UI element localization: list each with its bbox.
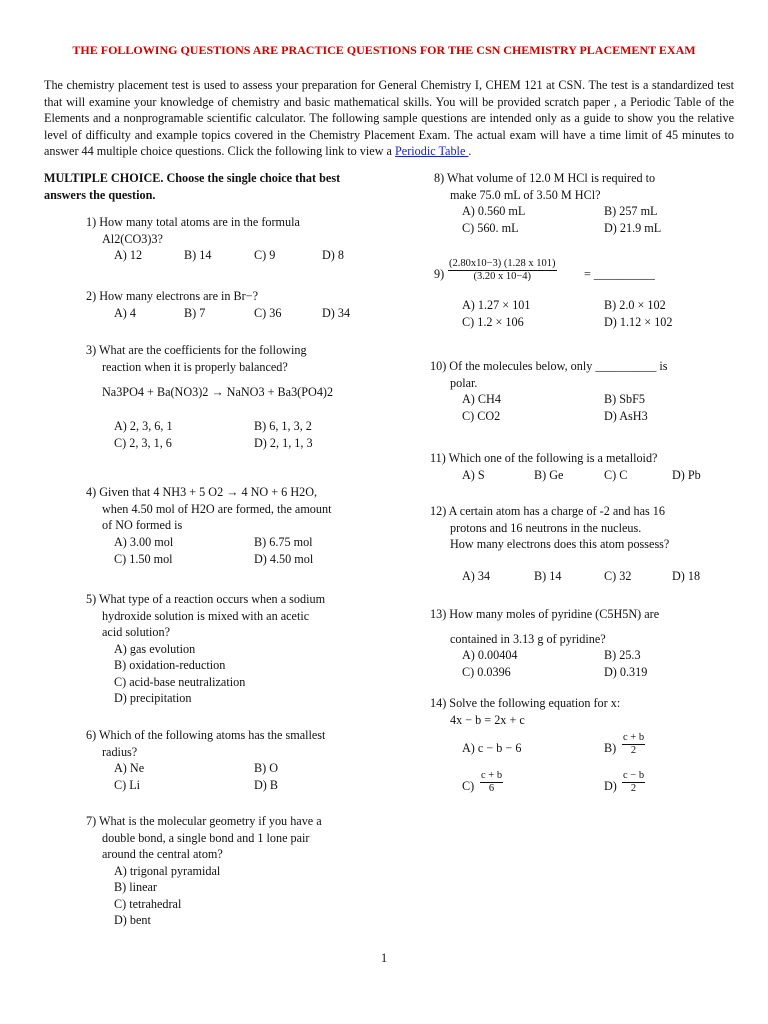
question-14-option-a[interactable]: A) c − b − 6 xyxy=(462,741,522,755)
question-13-option-c[interactable]: C) 0.0396 xyxy=(462,665,511,679)
section-heading-line1: MULTIPLE CHOICE. Choose the single choice that best xyxy=(44,171,341,185)
question-3-options-row1 xyxy=(86,418,386,435)
question-11-option-d[interactable]: D) Pb xyxy=(672,467,701,482)
question-10-options-row2 xyxy=(430,408,734,425)
question-12-options xyxy=(430,568,734,585)
question-12-option-a[interactable]: A) 34 xyxy=(462,568,491,583)
question-12-text: 12) A certain atom has a charge of -2 and has 16 xyxy=(430,504,665,518)
section-heading xyxy=(44,170,374,203)
question-10-option-b[interactable]: B) SbF5 xyxy=(604,392,645,406)
question-12-option-d[interactable]: D) 18 xyxy=(672,568,701,583)
question-8-options-row2 xyxy=(434,220,734,237)
question-2-text: 2) How many electrons are in Br−? xyxy=(86,289,259,303)
question-6-option-b[interactable]: B) O xyxy=(254,761,279,775)
question-7-option-d[interactable]: D) bent xyxy=(114,913,151,927)
question-6-options-row1 xyxy=(86,760,386,777)
question-6-text-2: radius? xyxy=(102,744,138,759)
question-8 xyxy=(434,170,734,237)
question-9-numerator: (2.80x10−3) (1.28 x 101) xyxy=(449,258,556,269)
question-6-text: 6) Which of the following atoms has the smallest xyxy=(86,728,326,742)
question-5 xyxy=(86,591,386,707)
question-14 xyxy=(430,695,734,806)
question-11 xyxy=(430,450,734,484)
question-10-option-c[interactable]: C) CO2 xyxy=(462,409,501,423)
question-9-expression xyxy=(434,256,734,292)
question-10-options-row1 xyxy=(430,391,734,408)
question-14-text: 14) Solve the following equation for x: xyxy=(430,696,621,710)
intro-paragraph xyxy=(44,77,734,160)
question-10-option-d[interactable]: D) AsH3 xyxy=(604,409,648,423)
question-4-option-b[interactable]: B) 6.75 mol xyxy=(254,534,313,549)
question-3-text-2: reaction when it is properly balanced? xyxy=(102,359,288,374)
question-5-option-b[interactable]: B) oxidation-reduction xyxy=(114,658,226,672)
question-7-option-a[interactable]: A) trigonal pyramidal xyxy=(114,863,221,878)
question-14-option-b-label[interactable]: B) xyxy=(604,741,617,755)
question-9-option-b[interactable]: B) 2.0 × 102 xyxy=(604,298,666,312)
question-10-text-2: polar. xyxy=(450,375,478,390)
question-3-equation: Na3PO4 + Ba(NO3)2 → NaNO3 + Ba3(PO4)2 xyxy=(102,385,334,399)
question-14-option-b-denominator: 2 xyxy=(630,745,637,756)
question-4-options-row2 xyxy=(86,551,386,568)
question-10-text: 10) Of the molecules below, only __________ is xyxy=(430,359,668,373)
question-9-options-row1 xyxy=(434,297,734,314)
question-5-option-a[interactable]: A) gas evolution xyxy=(114,641,196,656)
question-1 xyxy=(86,214,386,264)
question-8-text-2: make 75.0 mL of 3.50 M HCl? xyxy=(450,187,601,202)
question-11-option-b[interactable]: B) Ge xyxy=(534,467,564,482)
question-1-text: 1) How many total atoms are in the formula xyxy=(86,215,300,229)
question-9-equals: = __________ xyxy=(584,267,655,281)
question-14-option-c-numerator: c + b xyxy=(481,770,503,781)
question-13-options-row1 xyxy=(430,647,734,664)
question-11-option-a[interactable]: A) S xyxy=(462,467,485,482)
question-14-option-d-fraction xyxy=(622,770,645,795)
question-13-option-d[interactable]: D) 0.319 xyxy=(604,665,648,679)
question-13-option-b[interactable]: B) 25.3 xyxy=(604,648,641,662)
question-13 xyxy=(430,606,734,681)
page-title: THE FOLLOWING QUESTIONS ARE PRACTICE QUESTIONS FOR THE CSN CHEMISTRY PLACEMENT EXAM xyxy=(72,43,696,57)
question-9-option-a[interactable]: A) 1.27 × 101 xyxy=(462,298,531,312)
question-6-options-row2 xyxy=(86,777,386,794)
question-8-option-c[interactable]: C) 560. mL xyxy=(462,221,519,235)
question-8-option-a[interactable]: A) 0.560 mL xyxy=(462,204,526,218)
question-3-option-a[interactable]: A) 2, 3, 6, 1 xyxy=(114,418,173,433)
question-8-text: 8) What volume of 12.0 M HCl is required to xyxy=(434,171,656,185)
question-14-option-b-fraction xyxy=(622,732,645,757)
question-3-option-c[interactable]: C) 2, 3, 1, 6 xyxy=(114,435,172,450)
question-4-option-a[interactable]: A) 3.00 mol xyxy=(114,534,174,549)
question-11-text: 11) Which one of the following is a metalloid? xyxy=(430,451,658,465)
question-11-option-c[interactable]: C) C xyxy=(604,467,628,482)
question-1-formula: Al2(CO3)3? xyxy=(102,231,163,246)
periodic-table-link[interactable]: Periodic Table xyxy=(395,144,469,158)
question-9 xyxy=(434,256,734,331)
question-14-options-row1 xyxy=(430,730,734,768)
question-9-fraction xyxy=(448,258,557,283)
question-10 xyxy=(430,358,734,425)
question-5-option-d[interactable]: D) precipitation xyxy=(114,691,192,705)
question-4-text-2: when 4.50 mol of H2O are formed, the amount xyxy=(102,501,332,516)
question-3-option-d[interactable]: D) 2, 1, 1, 3 xyxy=(254,435,313,450)
intro-text: The chemistry placement test is used to assess your preparation for General Chemistry I, CHEM 121 at CSN. The test is a standardized test that will examine your knowledge of chemistry and basic mathematical skills. You will be provided scratch paper , a Periodic Table of the Elements and a nonprogramable scientific calculator. The following sample questions are intended only as a guide to show you the relative level of difficulty and example topics covered in the Chemistry Placement Exam. The actual exam will have a time limit of 45 minutes to answer 44 multiple choice questions. Click the following link to view a xyxy=(44,78,734,158)
question-12-text-3: How many electrons does this atom possess? xyxy=(450,537,670,551)
question-2-option-b[interactable]: B) 7 xyxy=(184,305,206,320)
question-3 xyxy=(86,342,386,452)
question-1-option-b[interactable]: B) 14 xyxy=(184,248,212,262)
question-14-option-d-numerator: c − b xyxy=(623,770,645,781)
question-1-option-c[interactable]: C) 9 xyxy=(254,248,276,262)
question-6 xyxy=(86,727,386,794)
question-4-options-row1 xyxy=(86,534,386,551)
question-8-option-b[interactable]: B) 257 mL xyxy=(604,204,658,218)
page-number: 1 xyxy=(380,951,388,965)
question-5-text-3: acid solution? xyxy=(102,625,171,639)
question-14-option-c-fraction xyxy=(480,770,503,795)
question-3-option-b[interactable]: B) 6, 1, 3, 2 xyxy=(254,418,312,433)
question-6-option-a[interactable]: A) Ne xyxy=(114,761,145,775)
question-7 xyxy=(86,813,386,929)
question-3-options-row2 xyxy=(86,435,386,452)
question-13-text: 13) How many moles of pyridine (C5H5N) are xyxy=(430,607,660,621)
question-14-equation: 4x − b = 2x + c xyxy=(450,712,525,727)
question-7-option-b[interactable]: B) linear xyxy=(114,880,157,894)
question-7-text: 7) What is the molecular geometry if you have a xyxy=(86,814,322,828)
question-14-option-c-label[interactable]: C) xyxy=(462,779,475,793)
question-14-option-b-numerator: c + b xyxy=(623,732,645,743)
section-heading-line2: answers the question. xyxy=(44,187,156,202)
question-12-option-b[interactable]: B) 14 xyxy=(534,568,562,583)
question-5-option-c[interactable]: C) acid-base neutralization xyxy=(114,674,246,689)
intro-end: . xyxy=(468,144,472,158)
question-1-options xyxy=(86,247,386,264)
question-12-text-2: protons and 16 neutrons in the nucleus. xyxy=(450,520,642,535)
question-10-option-a[interactable]: A) CH4 xyxy=(462,392,501,406)
question-12 xyxy=(430,503,734,585)
question-14-options-row2 xyxy=(430,768,734,806)
question-4-option-d[interactable]: D) 4.50 mol xyxy=(254,551,314,566)
question-13-option-a[interactable]: A) 0.00404 xyxy=(462,648,518,662)
question-7-text-2: double bond, a single bond and 1 lone pair xyxy=(102,830,310,845)
question-1-option-a[interactable]: A) 12 xyxy=(114,248,143,262)
question-2-option-d[interactable]: D) 34 xyxy=(322,305,351,320)
question-14-option-d-label[interactable]: D) xyxy=(604,779,617,793)
question-12-option-c[interactable]: C) 32 xyxy=(604,568,632,583)
question-3-text: 3) What are the coefficients for the following xyxy=(86,343,307,357)
question-7-text-3: around the central atom? xyxy=(102,847,223,861)
question-9-option-d[interactable]: D) 1.12 × 102 xyxy=(604,315,673,329)
question-14-option-d-denominator: 2 xyxy=(630,783,637,794)
question-2-options xyxy=(86,305,386,322)
question-9-option-c[interactable]: C) 1.2 × 106 xyxy=(462,315,524,329)
question-4-text: 4) Given that 4 NH3 + 5 O2 → 4 NO + 6 H2O, xyxy=(86,485,318,499)
question-2-option-c[interactable]: C) 36 xyxy=(254,305,282,320)
question-2 xyxy=(86,288,386,322)
question-2-option-a[interactable]: A) 4 xyxy=(114,305,137,320)
question-11-options xyxy=(430,467,734,484)
question-8-option-d[interactable]: D) 21.9 mL xyxy=(604,221,662,235)
question-4 xyxy=(86,484,386,568)
question-13-options-row2 xyxy=(430,664,734,681)
question-8-options-row1 xyxy=(434,203,734,220)
question-14-option-c-denominator: 6 xyxy=(488,783,495,794)
question-5-text-2: hydroxide solution is mixed with an acetic xyxy=(102,608,310,623)
question-9-options-row2 xyxy=(434,314,734,331)
question-7-option-c[interactable]: C) tetrahedral xyxy=(114,896,182,911)
question-9-label: 9) xyxy=(434,267,445,281)
question-6-option-c[interactable]: C) Li xyxy=(114,778,141,792)
question-4-text-3: of NO formed is xyxy=(102,518,183,532)
question-5-text: 5) What type of a reaction occurs when a sodium xyxy=(86,592,326,606)
question-1-option-d[interactable]: D) 8 xyxy=(322,248,345,262)
question-9-denominator: (3.20 x 10−4) xyxy=(473,271,532,282)
question-6-option-d[interactable]: D) B xyxy=(254,778,279,792)
question-4-option-c[interactable]: C) 1.50 mol xyxy=(114,551,173,566)
question-13-text-2: contained in 3.13 g of pyridine? xyxy=(450,631,606,646)
